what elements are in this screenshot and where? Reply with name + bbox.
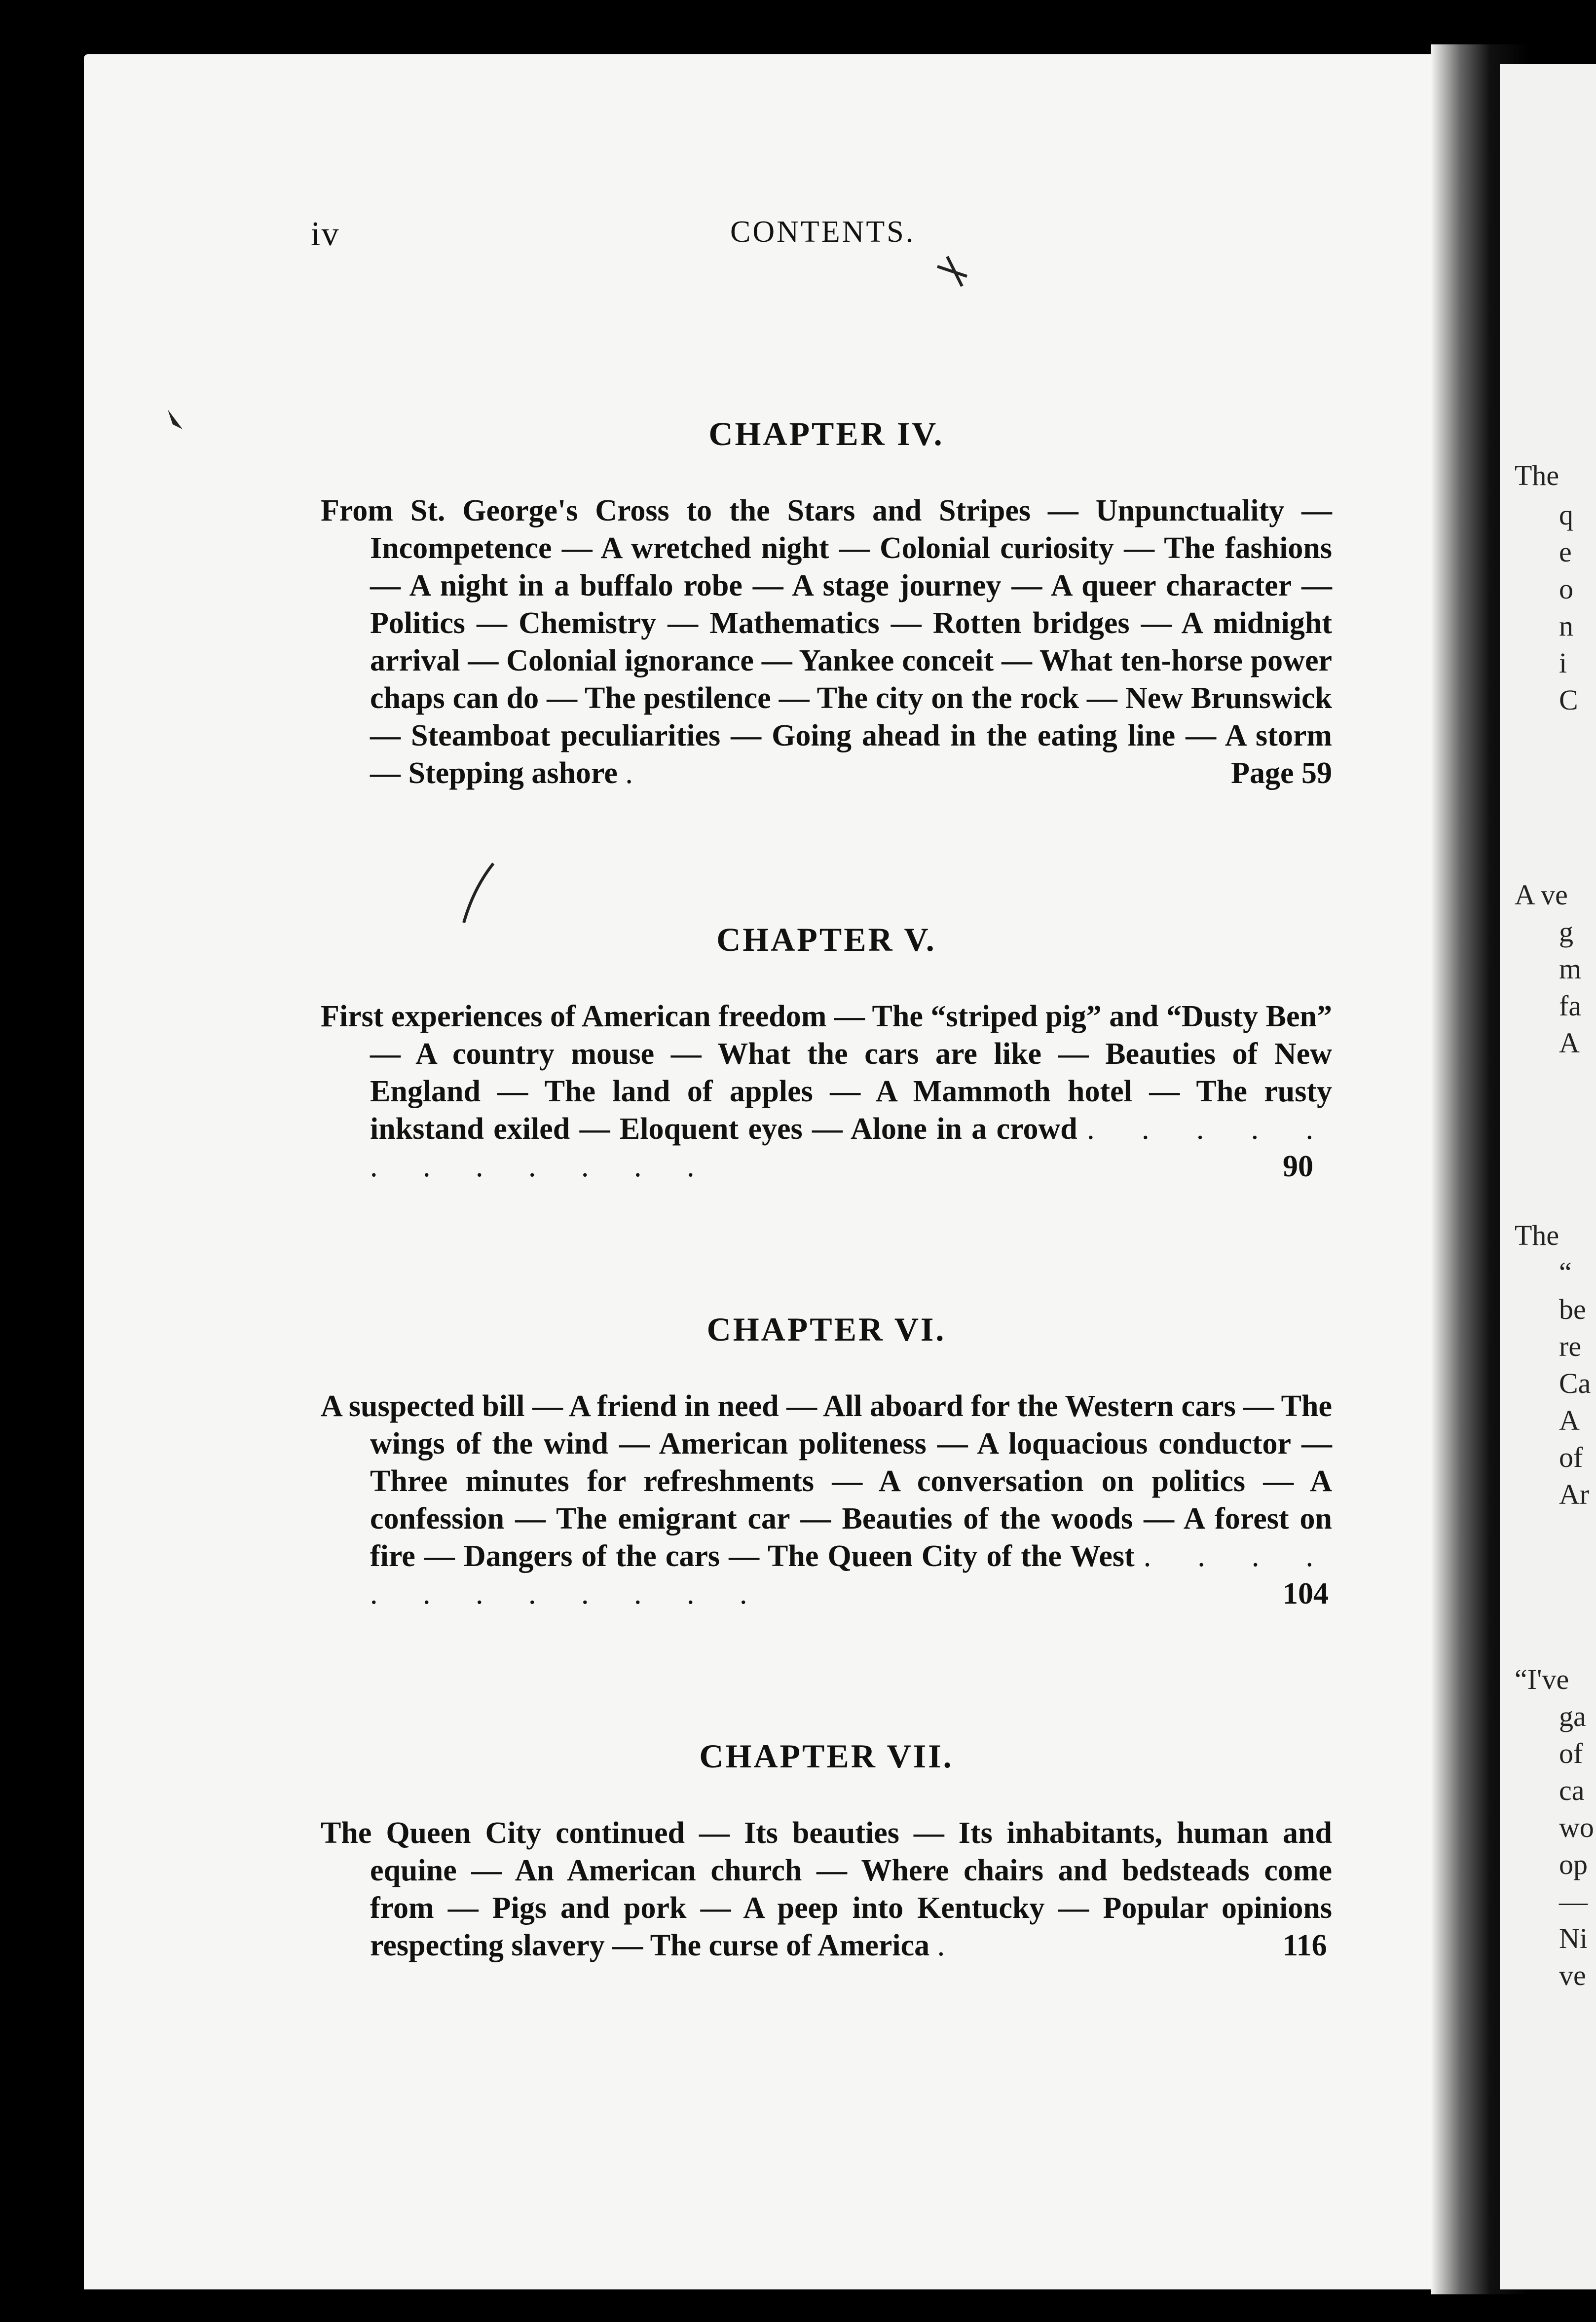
chapter-heading: CHAPTER V.: [716, 921, 936, 958]
facing-line: o: [1559, 573, 1573, 605]
summary-text: From St. George's Cross to the Stars and Stripes — Unpunctuality — Incompetence — A wretched night — Colonial curiosity — The fashions — A night in a buffalo robe — A stage journey — A queer character — Politics — Chemistry — Mathematics — Rotten bridges — A midnight arrival — Colonial ignorance — Yankee conceit — What ten-horse power chaps can do — The pestilence — The city on the rock — New Brunswick — Steamboat peculiarities — Going ahead in the eating line — A storm — Stepping ashore: [321, 494, 1332, 790]
chapter-heading: CHAPTER VI.: [706, 1311, 946, 1348]
facing-line: A ve: [1515, 879, 1568, 911]
ink-blot-mark: [168, 410, 183, 429]
dot-leaders: .: [937, 1929, 964, 1962]
facing-line: ga: [1559, 1700, 1586, 1732]
facing-line: of: [1559, 1737, 1583, 1769]
facing-line: op: [1559, 1848, 1588, 1880]
facing-line: Ni: [1559, 1922, 1588, 1954]
pen-stroke-mark: [464, 863, 493, 923]
dot-leaders: .: [625, 756, 652, 790]
summary-text: The Queen City continued — Its beauties — Its inhabitants, human and equine — An American church — Where chairs and bedsteads come from — Pigs and pork — A peep into Kentucky — Popular opinions respecting slavery — The curse of America: [321, 1816, 1332, 1962]
facing-line: C: [1559, 684, 1578, 716]
facing-line: ca: [1559, 1774, 1585, 1806]
facing-line: i: [1559, 647, 1567, 679]
facing-line: —: [1559, 1885, 1588, 1917]
facing-line: g: [1559, 916, 1573, 948]
dot-leaders: . . . . . . . . . . . .: [370, 1112, 1333, 1183]
summary-text: A suspected bill — A friend in need — All aboard for the Western cars — The wings of the wind — American politeness — A loquacious conductor — Three minutes for refreshments — A conversation on politics — A confession — The emigrant car — Beauties of the woods — A forest on fire — Dangers of the cars — The Queen City of the West: [321, 1389, 1332, 1573]
running-head-title: CONTENTS.: [730, 215, 916, 249]
facing-line: q: [1559, 499, 1573, 531]
facing-line: The: [1515, 459, 1559, 491]
facing-line: m: [1559, 953, 1582, 985]
chapter-heading: CHAPTER VII.: [699, 1737, 954, 1775]
page-number: Page 59: [1231, 756, 1332, 790]
facing-line: fa: [1559, 990, 1582, 1022]
chapter-summary: First experiences of American freedom — The “striped pig” and “Dusty Ben” — A country mouse — What the cars are like — Beauties of New England — The land of apples — A Mammoth hotel — The rusty inkstand exiled — Eloquent eyes — Alone in a crowd . . . . . . . . . . . . 90: [321, 1000, 1333, 1183]
pen-stroke-mark: [937, 257, 967, 286]
chapter-summary: A suspected bill — A friend in need — All aboard for the Western cars — The wings of the wind — American politeness — A loquacious conductor — Three minutes for refreshments — A conversation on politics — A confession — The emigrant car — Beauties of the woods — A forest on fire — Dangers of the cars — The Queen City of the West . . . . . . . . . . . . 104: [321, 1389, 1333, 1610]
summary-text: First experiences of American freedom — The “striped pig” and “Dusty Ben” — A country mouse — What the cars are like — Beauties of New England — The land of apples — A Mammoth hotel — The rusty inkstand exiled — Eloquent eyes — Alone in a crowd: [321, 1000, 1332, 1146]
facing-line: “I've: [1515, 1663, 1569, 1695]
facing-line: e: [1559, 536, 1572, 568]
facing-line: “: [1559, 1256, 1572, 1288]
facing-line: A: [1559, 1027, 1580, 1059]
facing-line: Ca: [1559, 1367, 1591, 1399]
facing-line: wo: [1559, 1811, 1594, 1843]
facing-line: of: [1559, 1441, 1583, 1473]
chapter-heading: CHAPTER IV.: [708, 415, 944, 452]
facing-line: The: [1515, 1219, 1559, 1251]
facing-line: A: [1559, 1404, 1580, 1436]
chapter-summary: The Queen City continued — Its beauties — Its inhabitants, human and equine — An American church — Where chairs and bedsteads come from — Pigs and pork — A peep into Kentucky — Popular opinions respecting slavery — The curse of America . 116: [321, 1816, 1332, 1962]
facing-line: n: [1559, 610, 1573, 642]
dot-leaders: . . . . . . . . . . . .: [370, 1539, 1333, 1610]
facing-line: Ar: [1559, 1478, 1590, 1510]
folio-number: iv: [311, 215, 340, 253]
facing-line: be: [1559, 1293, 1586, 1325]
facing-line: re: [1559, 1330, 1582, 1362]
facing-line: ve: [1559, 1959, 1586, 1991]
